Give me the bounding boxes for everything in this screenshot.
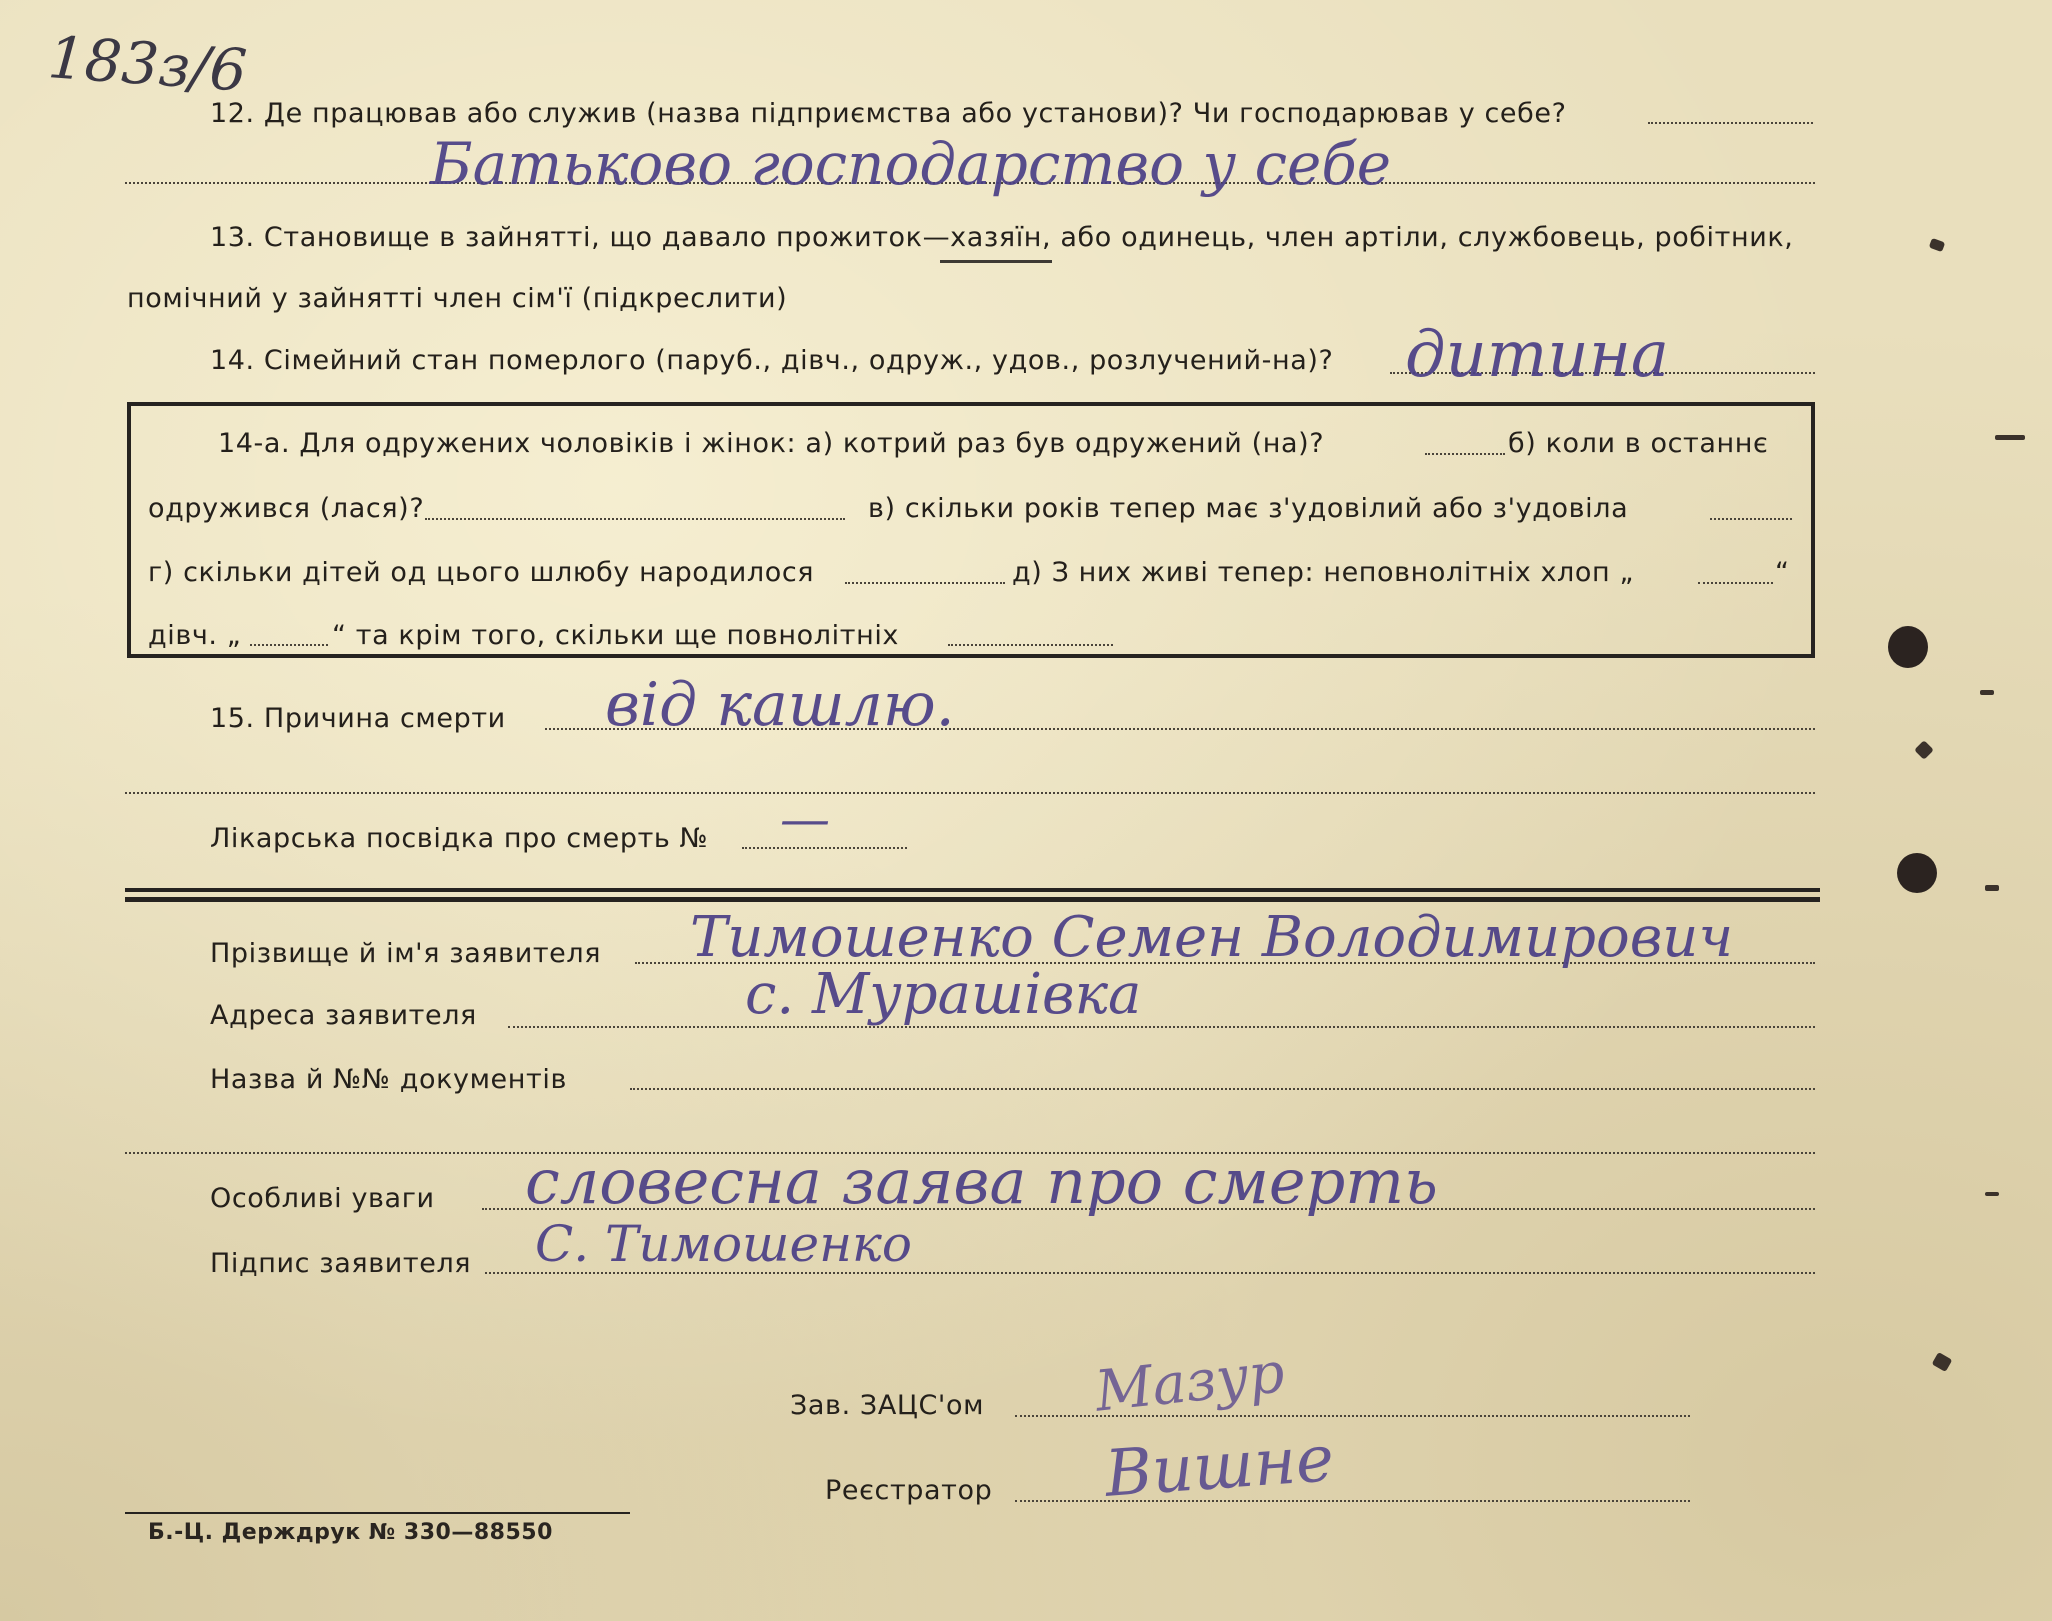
q14a-line4a: дівч. „ — [148, 620, 242, 651]
q14a-line3c: “ — [1775, 557, 1790, 588]
applicant-notes-value: словесна заява про смерть — [525, 1145, 1438, 1218]
double-rule-bottom — [125, 897, 1820, 902]
applicant-address-label: Адреса заявителя — [210, 1000, 477, 1031]
q14a-dots-2 — [425, 518, 845, 520]
q15-label: 15. Причина смерти — [210, 703, 506, 734]
q15-extra-line — [125, 792, 1815, 794]
double-rule-top — [125, 888, 1820, 892]
q14a-line4b: “ та крім того, скільки ще повнолітніх — [332, 620, 900, 651]
q14a-dots-5 — [1698, 582, 1773, 584]
margin-speck — [1985, 885, 1999, 891]
q14a-line1: 14-а. Для одружених чоловіків і жінок: а) котрий раз був одружений (на)? — [218, 428, 1325, 459]
q14a-line2a: одружився (лася)? — [148, 493, 425, 524]
q13-line1: 13. Становище в зайнятті, що давало прожиток—хазяїн, або одинець, член артіли, службовець, робітник, — [210, 222, 1794, 253]
binding-hole-upper — [1888, 626, 1928, 668]
applicant-name-label: Прізвище й ім'я заявителя — [210, 938, 602, 969]
applicant-signature-label: Підпис заявителя — [210, 1248, 472, 1279]
q14-answer: дитина — [1405, 318, 1669, 392]
q12-label: 12. Де працював або служив (назва підприємства або установи)? Чи господарював у себе? — [210, 98, 1567, 129]
printer-rule — [125, 1512, 630, 1514]
applicant-address-value: с. Мурашівка — [745, 962, 1142, 1027]
medical-label: Лікарська посвідка про смерть № — [210, 823, 709, 854]
registrar-label: Реєстратор — [825, 1475, 993, 1506]
applicant-docs-dots — [630, 1088, 1815, 1090]
q13-line2: помічний у зайнятті член сім'ї (підкреслити) — [127, 283, 788, 314]
q12-dots-tail — [1648, 122, 1813, 124]
printer-imprint: Б.-Ц. Держдрук № 330—88550 — [148, 1520, 553, 1545]
q14a-line3b: д) З них живі тепер: неповнолітніх хлоп „ — [1012, 557, 1635, 588]
applicant-name-value: Тимошенко Семен Володимирович — [690, 905, 1734, 970]
registrar-signature: Вишне — [1102, 1422, 1337, 1512]
q15-answer: від кашлю. — [605, 670, 955, 740]
head-signature: Мазур — [1092, 1340, 1288, 1425]
margin-speck — [1995, 435, 2025, 440]
q14a-dots-7 — [948, 644, 1113, 646]
binding-hole-lower — [1897, 853, 1937, 893]
q14a-line2b: в) скільки років тепер має з'удовілий або з'удовіла — [868, 493, 1629, 524]
margin-speck — [1932, 1352, 1953, 1372]
q14a-line1b: б) коли в останнє — [1508, 428, 1769, 459]
applicant-signature-value: С. Тимошенко — [535, 1215, 913, 1273]
head-label: Зав. ЗАЦС'ом — [790, 1390, 985, 1421]
margin-speck — [1985, 1192, 1999, 1196]
q14-label: 14. Сімейний стан померлого (паруб., дівч., одруж., удов., розлучений-на)? — [210, 345, 1334, 376]
q12-answer: Батьково господарство у себе — [430, 130, 1392, 198]
applicant-notes-label: Особливі уваги — [210, 1183, 435, 1214]
applicant-docs-label: Назва й №№ документів — [210, 1064, 567, 1095]
applicant-address-dots — [508, 1026, 1815, 1028]
q14a-line3a: г) скільки дітей од цього шлюбу народилося — [148, 557, 815, 588]
q14a-dots-6 — [250, 644, 328, 646]
margin-speck — [1914, 740, 1934, 760]
q14a-dots-1 — [1425, 453, 1505, 455]
q14a-dots-4 — [845, 582, 1005, 584]
medical-answer: — — [780, 790, 830, 848]
margin-speck — [1929, 238, 1946, 252]
q14a-dots-3 — [1710, 518, 1792, 520]
margin-speck — [1980, 690, 1994, 695]
q13-underline-owner — [940, 260, 1052, 263]
page-number: 183з/6 — [45, 23, 249, 105]
